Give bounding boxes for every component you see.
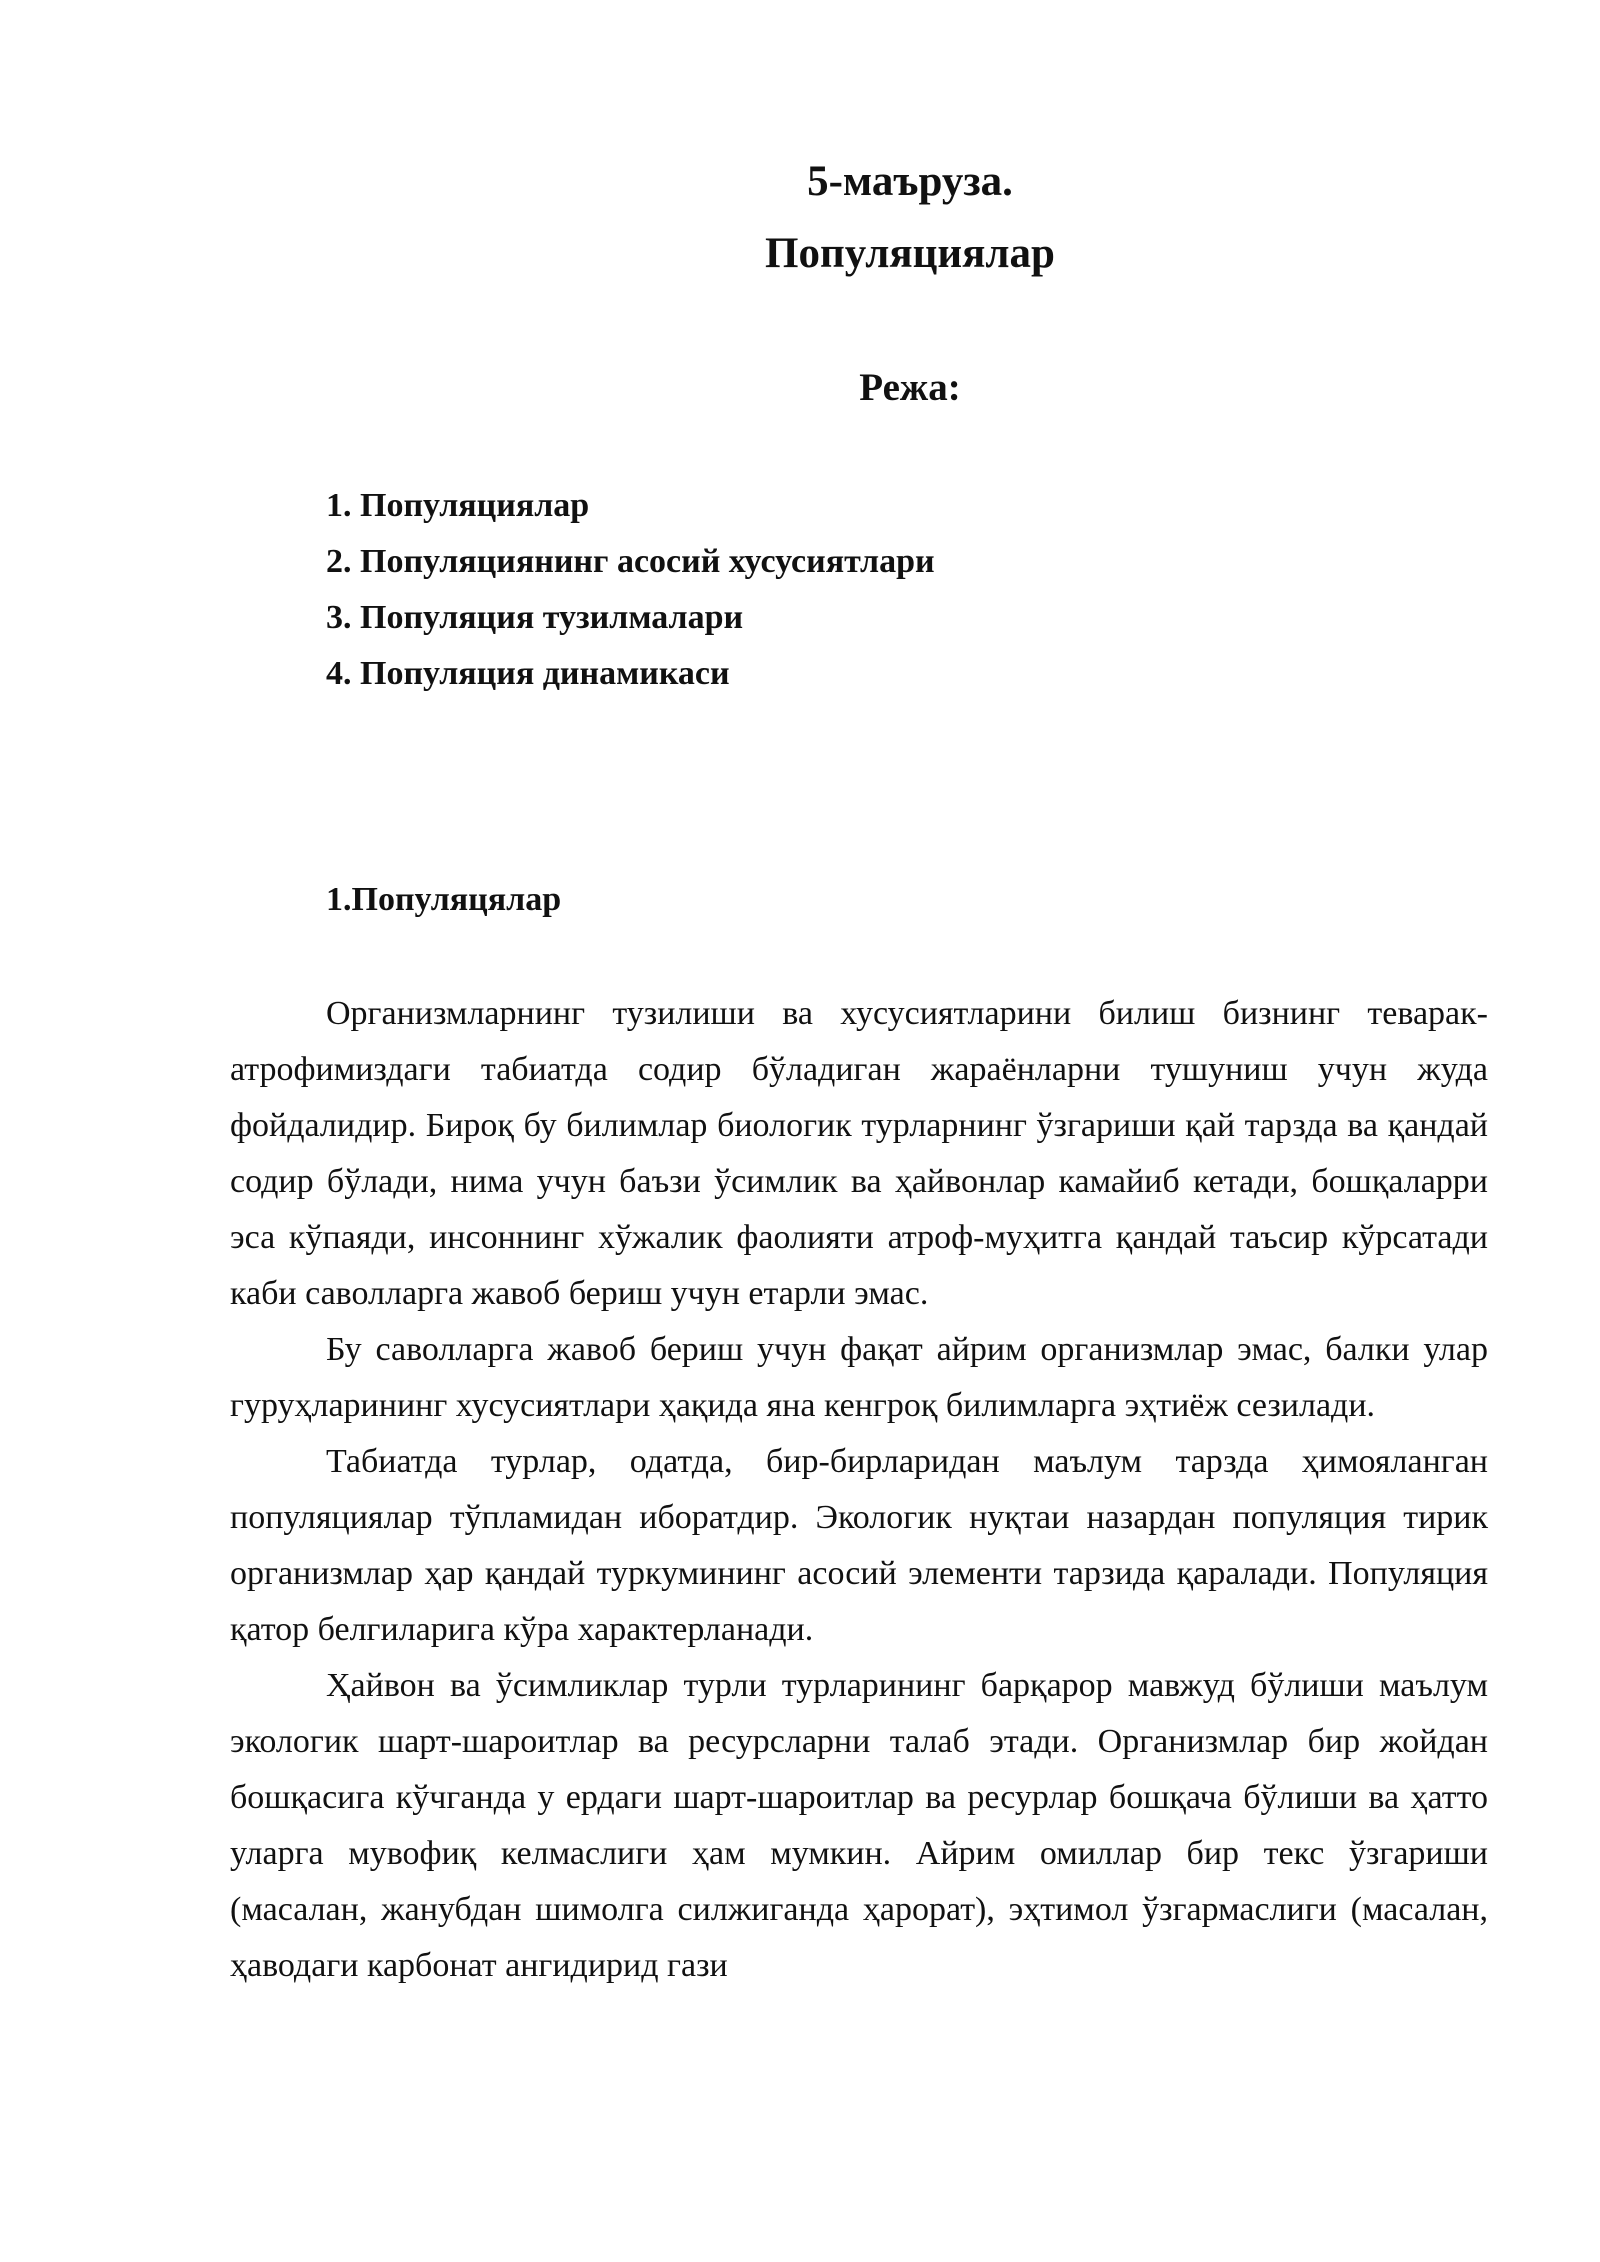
paragraph: Организмларнинг тузилиши ва хусусиятларини билиш бизнинг теварак-атрофимиздаги табиатда содир бўладиган жараёнларни тушуниш учун жуда фойдалидир. Бироқ бу билимлар биологик турларнинг ўзгариши қай тарзда ва қандай содир бўлади, нима учун баъзи ўсимлик ва ҳайвонлар камайиб кетади, бошқаларри эса кўпаяди, инсоннинг хўжалик фаолияти атроф-муҳитга қандай таъсир кўрсатади каби саволларга жавоб бериш учун етарли эмас. — [230, 995, 1488, 1312]
plan-list — [326, 478, 935, 702]
paragraph: Бу саволларга жавоб бериш учун фақат айрим организмлар эмас, балки улар гуруҳларининг хусусиятлари ҳақида яна кенгроқ билимларга эҳтиёж сезилади. — [230, 1331, 1488, 1424]
lecture-title: Популяциялар — [765, 230, 1055, 277]
plan-heading: Режа: — [859, 366, 961, 409]
plan-item: 3. Популяция тузилмалари — [326, 599, 744, 636]
plan-item: 2. Популяциянинг асосий хусусиятлари — [326, 543, 935, 580]
plan-item: 4. Популяция динамикаси — [326, 655, 730, 692]
paragraph: Ҳайвон ва ўсимликлар турли турларининг барқарор мавжуд бўлиши маълум экологик шарт-шароитлар ва ресурсларни талаб этади. Организмлар бир жойдан бошқасига кўчганда у ердаги шарт-шароитлар ва ресурлар бошқача бўлиши ва ҳатто уларга мувофиқ келмаслиги ҳам мумкин. Айрим омиллар бир текс ўзгариши (масалан, жанубдан шимолга силжиганда ҳарорат), эҳтимол ўзгармаслиги (масалан, ҳаводаги карбонат ангидирид гази — [230, 1667, 1488, 1984]
body-text — [230, 986, 1488, 1994]
plan-item: 1. Популяциялар — [326, 487, 590, 524]
paragraph: Табиатда турлар, одатда, бир-бирларидан маълум тарзда ҳимояланган популяциялар тўпламидан иборатдир. Экологик нуқтаи назардан популяция тирик организмлар ҳар қандай туркумининг асосий элементи тарзида қаралади. Популяция қатор белгиларига кўра характерланади. — [230, 1443, 1488, 1648]
lecture-number: 5-маъруза. — [807, 158, 1013, 205]
section-heading: 1.Популяцялар — [326, 881, 562, 918]
